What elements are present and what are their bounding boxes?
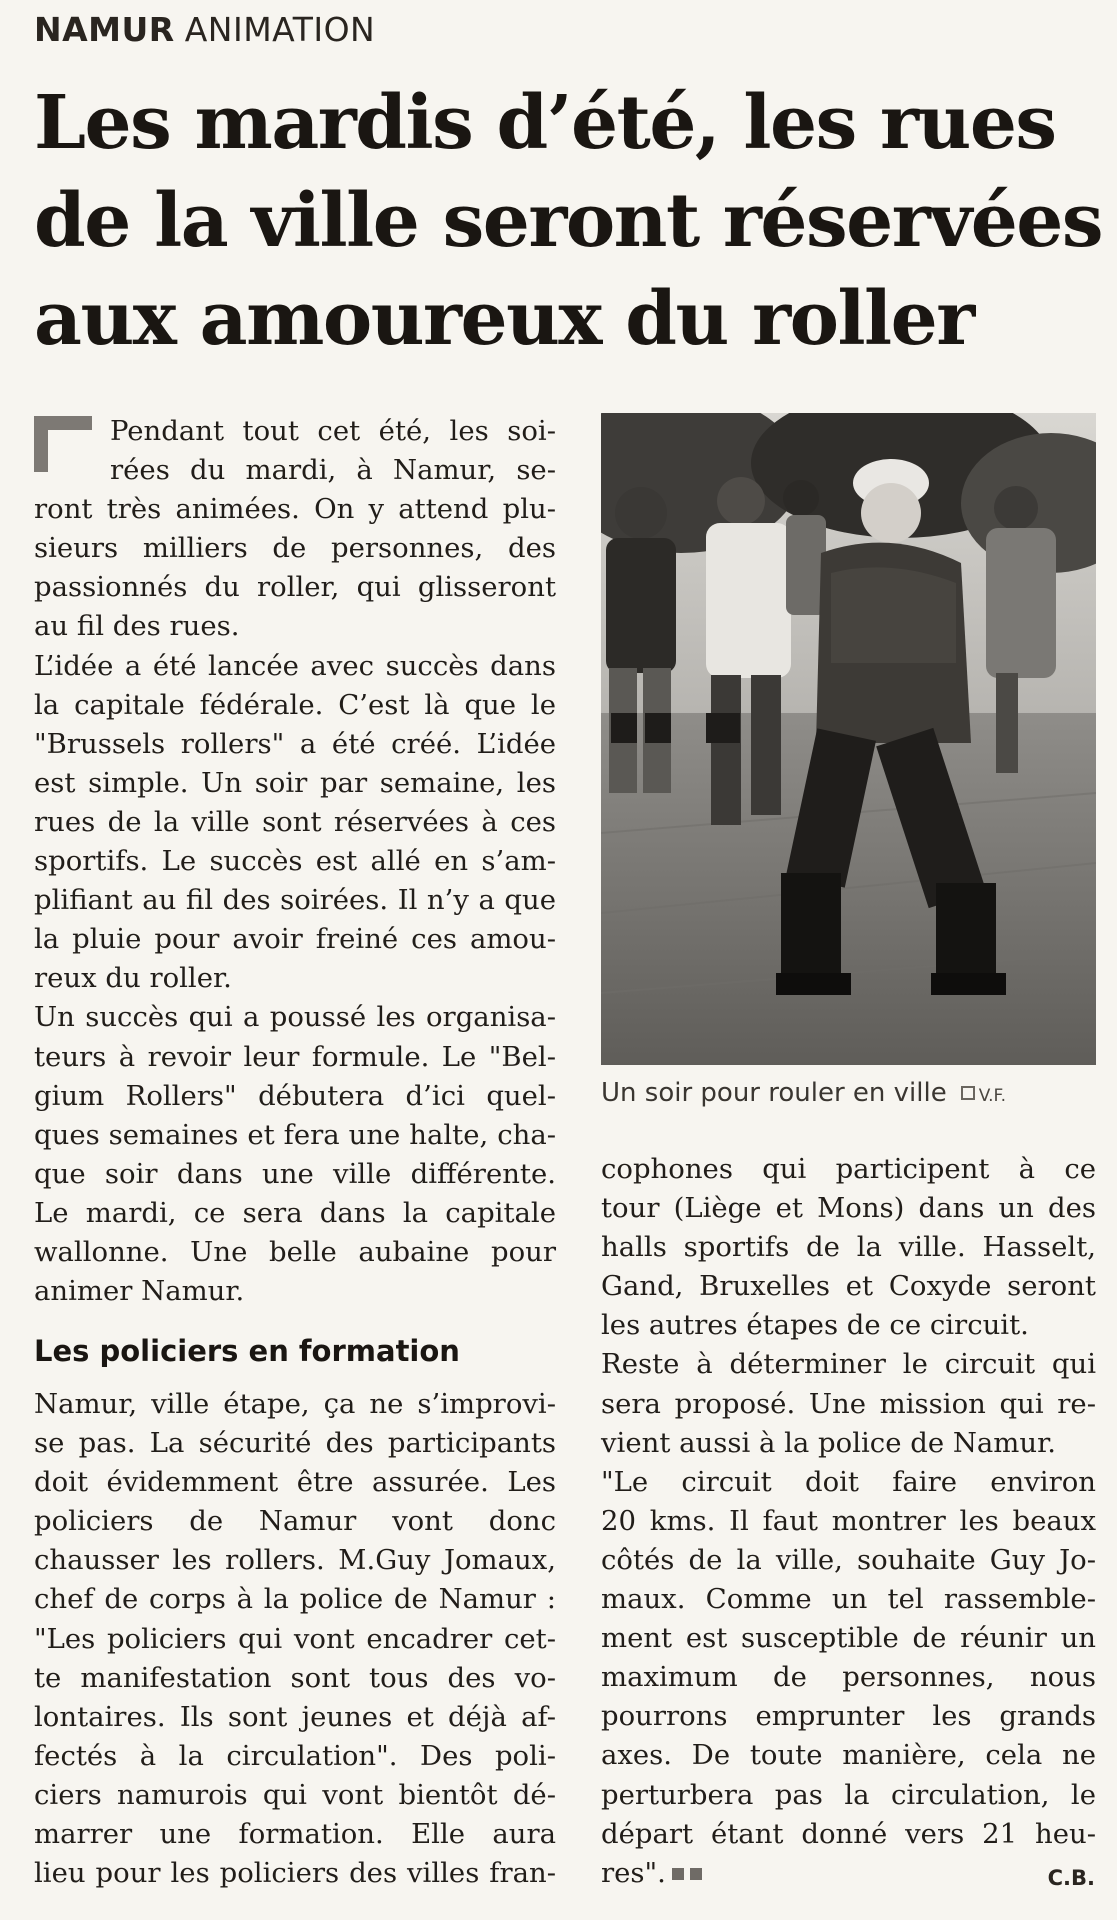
- text-line: passionnés du roller, qui glisseront: [34, 571, 556, 604]
- rubric-city: NAMUR: [34, 10, 175, 49]
- text-line: perturbera pas la circulation, le: [601, 1778, 1096, 1811]
- text-line: marrer une formation. Elle aura: [34, 1818, 556, 1851]
- photo-caption: [601, 1076, 1006, 1113]
- text-line: fectés à la circulation". Des poli-: [34, 1739, 556, 1772]
- text-line: "Brussels rollers" a été créé. L’idée: [34, 727, 556, 760]
- text-line: chef de corps à la police de Namur :: [34, 1583, 556, 1616]
- text-line: maximum de personnes, nous: [601, 1661, 1096, 1694]
- article-photo: [601, 413, 1096, 1065]
- text-line: côtés de la ville, souhaite Guy Jo-: [601, 1543, 1096, 1576]
- article-column-right: [601, 1150, 1096, 1893]
- text-line: lontaires. Ils sont jeunes et déjà af-: [34, 1700, 556, 1733]
- text-line: maux. Comme un tel rassemble-: [601, 1583, 1096, 1616]
- text-line: te manifestation sont tous des vo-: [34, 1661, 556, 1694]
- text-line: doit évidemment être assurée. Les: [34, 1466, 556, 1499]
- text-line: est simple. Un soir par semaine, les: [34, 766, 556, 799]
- text-line: plifiant au fil des soirées. Il n’y a que: [34, 884, 556, 917]
- headline-line: de la ville seront réservées: [34, 178, 1103, 264]
- text-line: que soir dans une ville différente.: [34, 1157, 556, 1190]
- text-line: tour (Liège et Mons) dans un des: [601, 1192, 1096, 1225]
- rollerskaters-photo: [601, 413, 1096, 1065]
- headline-line: aux amoureux du roller: [34, 276, 974, 362]
- text-line: la pluie pour avoir freiné ces amou-: [34, 923, 556, 956]
- text-line: lieu pour les policiers des villes fran-: [34, 1857, 556, 1890]
- text-line: teurs à revoir leur formule. Le "Bel-: [34, 1040, 556, 1073]
- text-line: Reste à déterminer le circuit qui: [601, 1348, 1096, 1381]
- text-line: ciers namurois qui vont bientôt dé-: [34, 1778, 556, 1811]
- text-line: wallonne. Une belle aubaine pour: [34, 1235, 556, 1268]
- text-line: rues de la ville sont réservées à ces: [34, 805, 556, 838]
- text-line: axes. De toute manière, cela ne: [601, 1739, 1096, 1772]
- text-line: les autres étapes de ce circuit.: [601, 1309, 1029, 1342]
- rubric-topic: ANIMATION: [184, 10, 376, 49]
- text-line: gium Rollers" débutera d’ici quel-: [34, 1079, 556, 1112]
- headline: [34, 74, 1103, 368]
- section-rubric: [34, 8, 375, 52]
- article-column-left: [34, 412, 556, 1311]
- credit-text: V.F.: [978, 1086, 1007, 1106]
- text-line: "Le circuit doit faire environ: [601, 1465, 1096, 1498]
- text-line: ment est susceptible de réunir un: [601, 1622, 1096, 1655]
- text-line: vient aussi à la police de Namur.: [601, 1426, 1056, 1459]
- text-line: la capitale fédérale. C’est là que le: [34, 688, 556, 721]
- text-line-end: res".: [601, 1856, 666, 1889]
- text-line: rées du mardi, à Namur, se-: [110, 454, 556, 487]
- text-line: sieurs milliers de personnes, des: [34, 532, 556, 565]
- text-line: Le mardi, ce sera dans la capitale: [34, 1196, 556, 1229]
- text-line: cophones qui participent à ce: [601, 1153, 1096, 1185]
- end-of-article-mark: [690, 1868, 702, 1880]
- text-line: animer Namur.: [34, 1275, 245, 1308]
- text-line: départ étant donné vers 21 heu-: [601, 1817, 1096, 1850]
- text-line: [601, 1854, 1096, 1893]
- text-line: chausser les rollers. M.Guy Jomaux,: [34, 1544, 556, 1577]
- subheading: Les policiers en formation: [34, 1334, 460, 1368]
- text-line: Un succès qui a poussé les organisa-: [34, 1001, 556, 1034]
- caption-text: Un soir pour rouler en ville: [601, 1078, 947, 1108]
- text-line: "Les policiers qui vont encadrer cet-: [34, 1622, 556, 1655]
- text-line: au fil des rues.: [34, 610, 240, 643]
- text-line: sportifs. Le succès est allé en s’am-: [34, 845, 556, 878]
- headline-line: Les mardis d’été, les rues: [34, 80, 1056, 166]
- end-of-article-mark: [672, 1868, 684, 1880]
- credit-square-icon: [961, 1086, 975, 1100]
- text-line: 20 kms. Il faut montrer les beaux: [601, 1504, 1096, 1537]
- text-line: Pendant tout cet été, les soi-: [110, 415, 556, 447]
- text-line: halls sportifs de la ville. Hasselt,: [601, 1231, 1096, 1264]
- author-signature: C.B.: [1047, 1866, 1095, 1890]
- text-line: se pas. La sécurité des participants: [34, 1427, 556, 1460]
- text-line: Namur, ville étape, ça ne s’improvi-: [34, 1388, 556, 1420]
- photo-credit: [961, 1086, 1006, 1106]
- text-line: policiers de Namur vont donc: [34, 1505, 556, 1538]
- text-line: ront très animées. On y attend plu-: [34, 493, 556, 526]
- text-line: ques semaines et fera une halte, cha-: [34, 1118, 556, 1151]
- text-line: Gand, Bruxelles et Coxyde seront: [601, 1270, 1096, 1303]
- text-line: reux du roller.: [34, 962, 232, 995]
- text-line: sera proposé. Une mission qui re-: [601, 1387, 1096, 1420]
- text-line: L’idée a été lancée avec succès dans: [34, 649, 556, 682]
- article-column-left-continued: [34, 1385, 556, 1893]
- text-line: pourrons emprunter les grands: [601, 1700, 1096, 1733]
